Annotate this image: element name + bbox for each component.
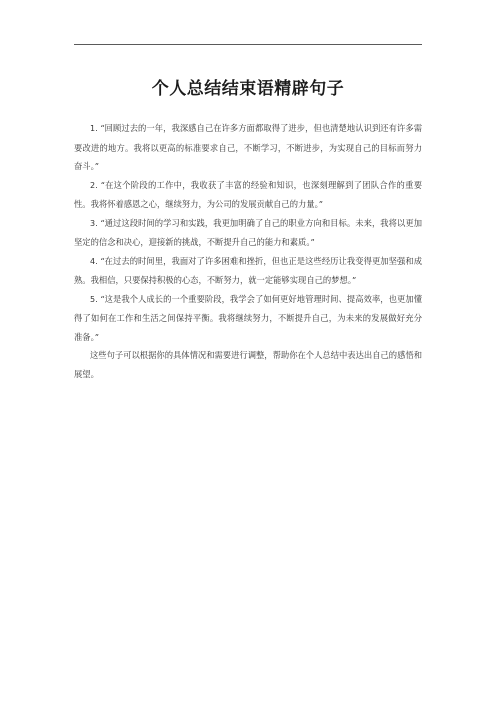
item-number: 4.	[90, 256, 98, 266]
header-rule	[74, 44, 422, 45]
document-title: 个人总结结束语精辟句子	[151, 79, 345, 99]
list-item	[74, 214, 422, 252]
item-text: “这是我个人成长的一个重要阶段，我学会了如何更好地管理时间、提高效率，也更加懂得了如何在工作和生活之间保持平衡。我将继续努力，不断提升自己，为未来的发展做好充分准备。”	[74, 293, 423, 342]
item-number: 5.	[90, 294, 98, 304]
item-number: 1.	[90, 124, 98, 133]
list-item	[74, 119, 422, 176]
closing-paragraph: 这些句子可以根据你的具体情况和需要进行调整，帮助你在个人总结中表达出自己的感悟和展望。	[74, 350, 422, 379]
item-text: “在这个阶段的工作中，我收获了丰富的经验和知识，也深刻理解到了团队合作的重要性。我将怀着感恩之心，继续努力，为公司的发展贡献自己的力量。”	[74, 179, 423, 209]
list-item	[74, 252, 422, 290]
document-body	[74, 119, 422, 383]
item-number: 3.	[90, 218, 98, 228]
list-item	[74, 290, 422, 347]
item-text: “通过这段时间的学习和实践，我更加明确了自己的职业方向和目标。未来，我将以更加坚定的信念和决心，迎接新的挑战，不断提升自己的能力和素质。”	[74, 217, 423, 247]
list-item	[74, 176, 422, 214]
item-number: 2.	[90, 180, 98, 190]
item-text: “回顾过去的一年，我深感自己在许多方面都取得了进步，但也清楚地认识到还有许多需要改进的地方。我将以更高的标准要求自己，不断学习，不断进步，为实现自己的目标而努力奋斗。”	[74, 123, 423, 171]
item-text: “在过去的时间里，我面对了许多困难和挫折，但也正是这些经历让我变得更加坚强和成熟。我相信，只要保持积极的心态，不断努力，就一定能够实现自己的梦想。”	[74, 255, 423, 285]
